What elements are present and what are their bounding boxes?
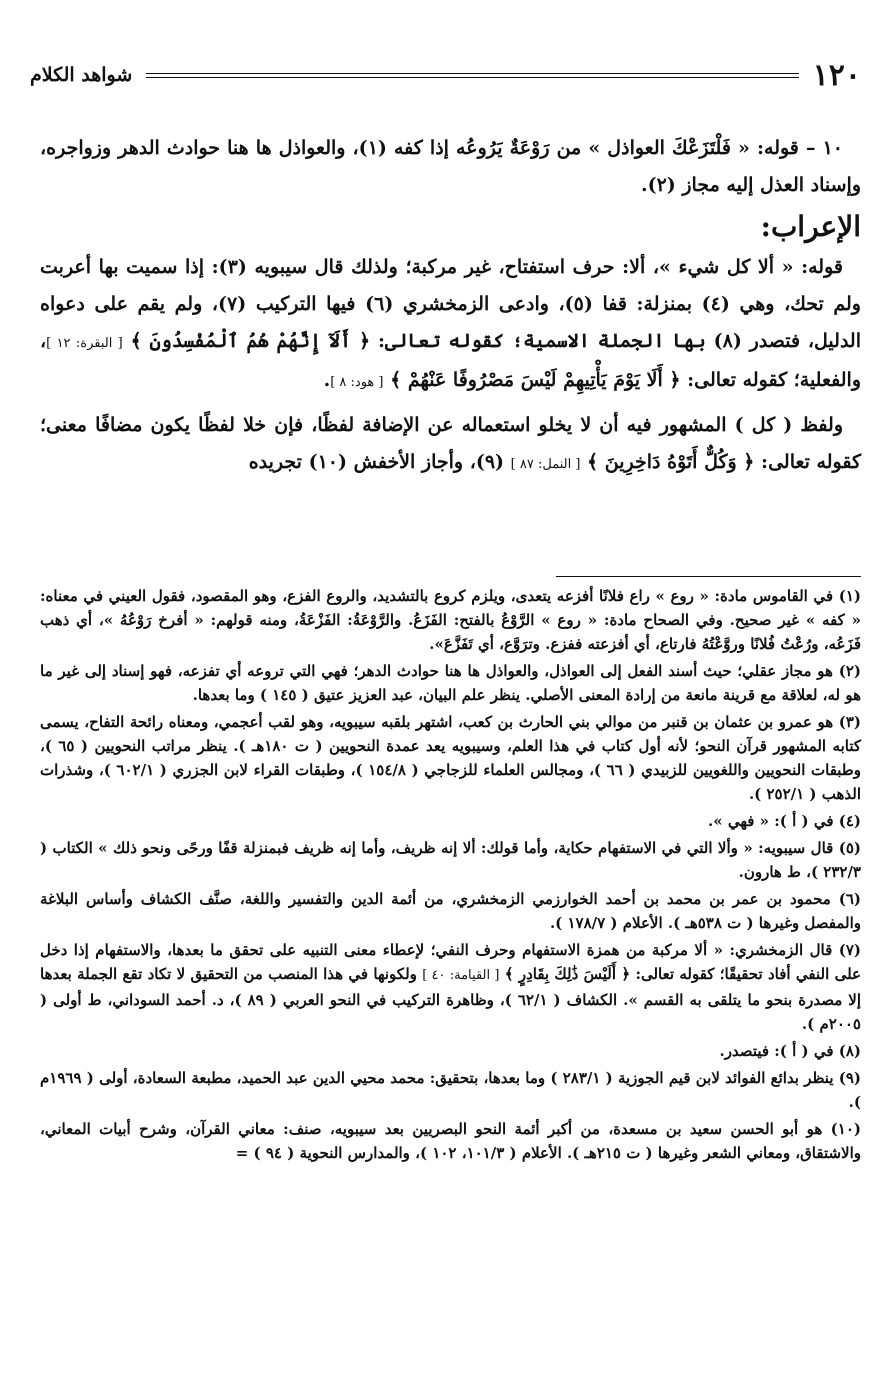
- footnotes: [40, 584, 861, 1168]
- quran-ref-qiyamah: [ القيامة: ٤٠ ]: [422, 968, 500, 983]
- paragraph-3: [40, 407, 861, 483]
- paragraph-2-mid: ، والفعلية؛ كقوله تعالى: ﴿ أَلَا يَوْمَ يَأْتِيهِمْ لَيْسَ مَصْرُوفًا عَنْهُمْ ﴾: [40, 330, 861, 391]
- main-text: [40, 130, 861, 489]
- paragraph-3-text: ولفظ ( كل ) المشهور فيه أن لا يخلو استعماله عن الإضافة لفظًا، فإن خلا لفظًا يكون مضافًا معنى؛ كقوله تعالى: ﴿ وَكُلٌّ أَتَوْهُ دَاخِرِينَ ﴾: [40, 414, 861, 473]
- footnote-separator: [556, 576, 861, 577]
- footnote-10: (١٠) هو أبو الحسن سعيد بن مسعدة، من أكبر أئمة النحو البصريين بعد سيبويه، صنف: معاني القرآن، وشرح أبيات المعاني، والاشتقاق، ومعاني الشعر وغيرها ( ت ٢١٥هـ ). الأعلام ( ١٠١/٣، ١٠٢ )، والمدارس النحوية ( ٩٤ ) =: [40, 1120, 861, 1162]
- quran-ref-hud: [ هود: ٨ ]: [330, 375, 384, 390]
- footnote-4: (٤) في ( أ ): « فهي ».: [708, 812, 861, 830]
- paragraph-3-end: (٩)، وأجاز الأخفش (١٠) تجريده: [248, 451, 511, 473]
- footnote-6: (٦) محمود بن عمر بن محمد بن أحمد الخوارزمي الزمخشري، من أئمة الدين والتفسير واللغة، صنَّف الكشاف وأساس البلاغة والمفصل وغيرها ( ت ٥٣٨هـ ). الأعلام ( ١٧٨/٧ ).: [40, 890, 861, 932]
- footnote-3: (٣) هو عمرو بن عثمان بن قنبر من موالي بني الحارث بن كعب، اشتهر بلقبه سيبويه، وهو لقب أعجمي، ومعناه رائحة التفاح، يسمى كتابه المشهور قرآن النحو؛ لأنه أول كتاب في هذا العلم، وسيبويه يعد عمدة النحويين ( ت ١٨٠هـ ). ينظر مراتب النحويين ( ٦٥ )، وطبقات النحويين واللغويين للزبيدي ( ٦٦ )، ومجالس العلماء للزجاجي ( ١٥٤/٨ )، وطبقات القراء لابن الجزري ( ٦٠٢/١ )، وشذرات الذهب ( ٢٥٢/١ ).: [40, 713, 861, 803]
- header-rule: [146, 73, 798, 78]
- footnote-5: (٥) قال سيبويه: « وألا التي في الاستفهام حكاية، وأما قولك: ألا إنه ظريف، وأما إنه ظريف فبمنزلة قفًا ورحًى ونحو ذلك » الكتاب ( ٢٣٢/٣ )، ط هارون.: [40, 839, 861, 881]
- footnote-7: [40, 938, 861, 1036]
- quran-ref-baqarah: [ البقرة: ١٢ ]: [46, 336, 123, 351]
- paragraph-2: [40, 249, 861, 401]
- footnote-7-text: (٧) قال الزمخشري: « ألا مركبة من همزة الاستفهام وحرف النفي؛ لإعطاء معنى التنبيه على تحقق ما بعدها، والاستفهام إذا دخل على النفي أفاد تحقيقًا؛ كقوله تعالى: ﴿ أَلَيْسَ ذَٰلِكَ بِقَادِرٍ ﴾: [40, 941, 861, 983]
- footnote-8: (٨) في ( أ ): فيتصدر.: [719, 1042, 861, 1060]
- footnote-1: (١) في القاموس مادة: « روع » راع فلانًا أفزعه يتعدى، ويلزم كروع بالتشديد، والروع الفزع، وهو المقصود، فقول العيني في معناه: « كفه » غير صحيح. وفي الصحاح مادة: « روع » الرَّوْعُ بالفتح: الفَزَعُ. والرَّوْعَةُ: الفَزْعَةُ، ومنه قولهم: « أفرخ رَوْعُهُ »، أي ذهب فَزَعُه، ورُعْتُ فُلانًا وروَّعْتُهُ فارتاع، أي أفزعته ففزع. وترَوَّع، أي تَفَزَّعَ».: [40, 587, 861, 653]
- footnote-2: (٢) هو مجاز عقلي؛ حيث أسند الفعل إلى العواذل، والعواذل ها هنا حوادث الدهر؛ فهي التي تروعه أي تفزعه، فهو إسناد إلى غير ما هو له، لعلاقة مع قرينة مانعة من إرادة المعنى الأصلي. ينظر علم البيان، عبد العزيز عتيق ( ١٤٥ ) وما بعدها.: [40, 662, 861, 704]
- page-number: ١٢٠: [812, 57, 861, 93]
- paragraph-2-text: قوله: « ألا كل شيء »، ألا: حرف استفتاح، غير مركبة؛ ولذلك قال سيبويه (٣): إذا سميت بها أعربت ولم تحك، وهي (٤) بمنزلة: قفا (٥)، وادعى الزمخشري (٦) فيها التركيب (٧)، ولم يقم على دعواه الدليل، فتصدر (٨) بها الجملة الاسمية؛ كقوله تعالى: ﴿ أَلَآ إِنَّهُمْ هُمُ ٱلْمُفْسِدُونَ ﴾: [40, 256, 861, 352]
- section-heading: الإعراب:: [760, 210, 861, 243]
- footnote-7-end: ولكونها في هذا المنصب من التحقيق لا تكاد تقع الجملة بعدها إلا مصدرة بنحو ما يتلقى به القسم ». الكشاف ( ٦٢/١ )، وظاهرة التركيب في النحو العربي ( ٨٩ )، د. أحمد السوداني، ط أولى ( ٢٠٠٥م ).: [40, 965, 861, 1033]
- paragraph-1: ١٠ – قوله: « فَلْتَزَعْكَ العواذل » من رَوْعَةٌ يَرُوعُه إذا كفه (١)، والعواذل ها هنا حوادث الدهر وزواجره، وإسناد العذل إليه مجاز (٢).: [40, 137, 861, 196]
- footnote-9: (٩) ينظر بدائع الفوائد لابن قيم الجوزية ( ٢٨٣/١ ) وما بعدها، بتحقيق: محمد محيي الدين عبد الحميد، مطبعة السعادة، أولى ( ١٩٦٩م ).: [40, 1069, 861, 1111]
- page-header: [30, 57, 861, 93]
- running-head: شواهد الكلام: [30, 64, 133, 86]
- quran-ref-naml: [ النمل: ٨٧ ]: [510, 457, 581, 472]
- paragraph-2-end: .: [323, 369, 331, 391]
